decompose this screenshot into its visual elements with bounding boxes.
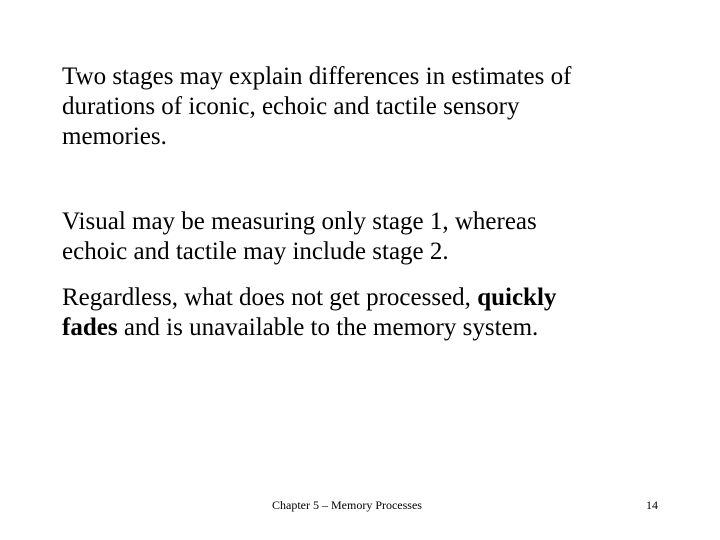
paragraph-line: Two stages may explain differences in estimates of: [62, 63, 572, 90]
emphasis-fades: fades: [62, 314, 118, 341]
paragraph-two-stages: [62, 62, 662, 152]
footer-page-number: 14: [646, 498, 658, 512]
paragraph-text: Regardless, what does not get processed,: [62, 284, 478, 311]
paragraph-line: memories.: [62, 123, 167, 150]
paragraph-line: Visual may be measuring only stage 1, whereas: [62, 208, 537, 235]
paragraph-line: durations of iconic, echoic and tactile sensory: [62, 93, 520, 120]
paragraph-regardless: [62, 283, 662, 343]
footer-chapter-title: Chapter 5 – Memory Processes: [272, 498, 422, 512]
paragraph-line: echoic and tactile may include stage 2.: [62, 238, 449, 265]
paragraph-text: and is unavailable to the memory system.: [117, 314, 539, 341]
paragraph-visual-stage: [62, 207, 662, 267]
emphasis-quickly: quickly: [477, 284, 557, 311]
